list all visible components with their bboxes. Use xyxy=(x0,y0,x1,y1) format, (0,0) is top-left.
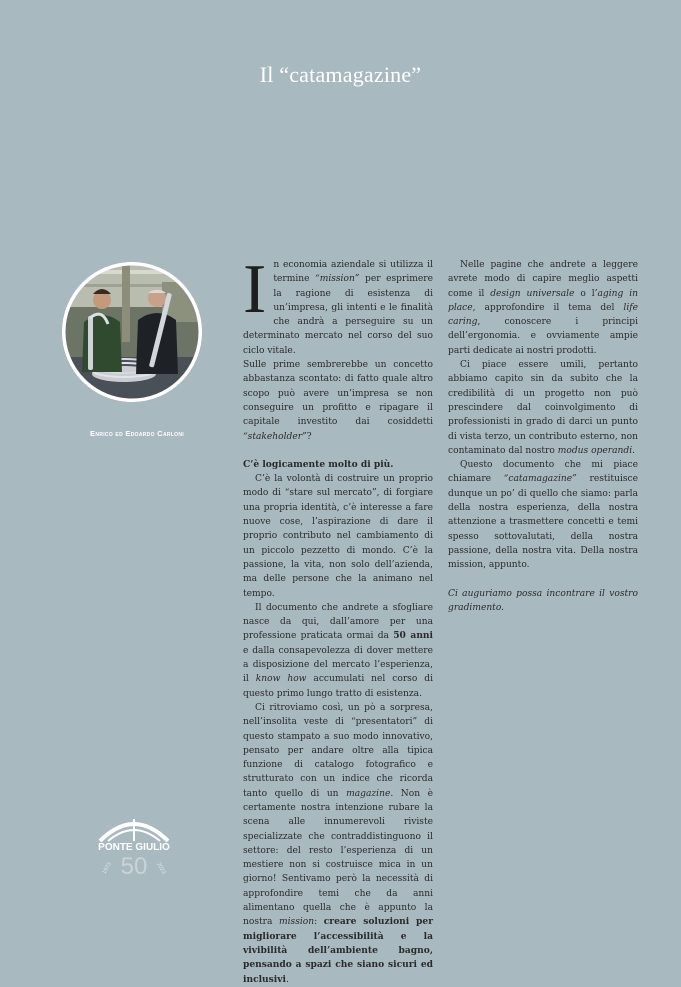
heading-text: C’è logicamente molto di più. xyxy=(243,458,394,470)
closing-line xyxy=(448,587,638,616)
logo-mark xyxy=(94,813,174,883)
paragraph-4 xyxy=(243,601,433,701)
text: Nelle pagine che andrete a leggere avrete modo di capire meglio aspetti come il xyxy=(448,260,638,299)
text: : xyxy=(314,917,324,928)
text: Ci ritroviamo così, un pò a sorpresa, nell’insolita veste di “presentatori” di questo stampato a suo modo innovativo, pensato per andare oltre alla tipica funzione di catalogo fotografico e strutturato con un indice che ricorda tanto quello di un xyxy=(243,702,433,799)
text: ? xyxy=(306,431,312,442)
text-emphasis: life caring xyxy=(448,302,638,328)
text: . xyxy=(632,445,636,456)
article-column-2 xyxy=(448,258,638,615)
paragraph-8 xyxy=(448,458,638,572)
page-title: Il “catamagazine” xyxy=(259,62,422,87)
text-emphasis: know how xyxy=(255,674,307,685)
text: accumulati nel corso di questo primo lungo tratto di esistenza. xyxy=(243,674,433,699)
ponte-giulio-logo xyxy=(94,813,174,883)
text-emphasis: design universale xyxy=(490,288,575,299)
photo-caption-text: Enrico ed Edoardo Carloni xyxy=(90,429,184,438)
text: Questo documento che mi piace chiamare xyxy=(448,460,638,485)
paragraph-6 xyxy=(448,258,638,358)
text-emphasis: aging in place xyxy=(448,288,638,313)
paragraph-intro xyxy=(243,251,433,358)
text-strong: creare soluzioni per migliorare l’accessibilità e la vivibilità dell’ambiente bagno, pensando a spazi che siano sicuri ed inclusivi xyxy=(243,916,433,985)
text: , conoscere i principi dell’ergonomia. e ovviamente ampie parti dedicate ai nostri prodotti. xyxy=(448,317,638,356)
text: per esprimere la ragione di esistenza di un’impresa, gli intenti e le finalità che andrà a perseguire su un determinato mercato nel corso del suo ciclo vitale. xyxy=(243,274,433,356)
text: Ci piace essere umili, pertanto abbiamo capito sin da subito che la credibilità di un progetto non può prescindere dal coinvolgimento di professionisti in grado di darci un punto di vista terzo, un contributo esterno, non contaminato dal nostro xyxy=(448,360,638,456)
text: Sulle prime sembrerebbe un concetto abbastanza scontato: di fatto quale altro scopo può avere un’impresa se non conseguire un profitto e ripagare il capitale investito dai cosiddetti xyxy=(243,360,433,428)
text-strong: 50 anni xyxy=(393,630,433,642)
logo-year-end: 2023 xyxy=(155,861,167,876)
text-emphasis: “catamagazine” xyxy=(503,474,577,485)
logo-brand: PONTE GIULIO xyxy=(98,842,170,853)
article-column-1 xyxy=(243,251,434,987)
text: n economia aziendale si utilizza il termine xyxy=(273,260,433,285)
text-emphasis: magazine xyxy=(346,788,391,799)
text: e dalla consapevolezza di dover mettere a disposizione del mercato l’esperienza, il xyxy=(243,645,433,685)
text-emphasis: “mission” xyxy=(315,274,360,285)
text-emphasis: “stakeholder” xyxy=(243,431,307,442)
paragraph-2 xyxy=(243,358,433,444)
text-emphasis: modus operandi xyxy=(557,445,633,456)
paragraph-5 xyxy=(243,701,433,987)
paragraph-3: C’è la volontà di costruire un proprio modo di “stare sul mercato”, di forgiare una propria identità, c’è interesse a fare nuove cose, l’aspirazione di dare il proprio contributo nel cambiamento di un piccolo pezzetto di mondo. C’è la passione, la vita, non solo dell’azienda, ma delle persone che la animano nel tempo. xyxy=(243,474,433,599)
text: , approfondire il tema del xyxy=(472,302,624,313)
logo-anniversary: 50 xyxy=(120,853,148,880)
text: . xyxy=(285,974,289,985)
photo-caption xyxy=(62,429,212,438)
founders-photo xyxy=(62,262,202,402)
founders-photo-illustration xyxy=(62,262,202,402)
text: restituisce dunque un po’ di quello che siamo: parla della nostra esperienza, della nostra attenzione a trasmettere concetti e temi spesso sottovalutati, della nostra passione, della nostra vita. Della nostra mission, appunto. xyxy=(448,474,638,571)
drop-cap: I xyxy=(243,251,267,328)
text: . Non è certamente nostra intenzione rubare la scena alle innumerevoli riviste specializzate che contraddistinguono il settore: del resto l’esperienza di un mestiere non si costruisce mica in un giorno! Sentivamo però la necessità di approfondire temi che da anni alimentano quella che è appunto la nostra xyxy=(243,788,434,928)
logo-year-start: 1973 xyxy=(101,861,113,876)
text: Il documento che andrete a sfogliare nasce da qui, dall’amore per una professione praticata ormai da xyxy=(243,602,433,642)
text-emphasis: mission xyxy=(279,917,315,928)
text-emphasis: Ci auguriamo possa incontrare il vostro gradimento. xyxy=(448,588,638,613)
section-heading xyxy=(243,458,433,472)
text: o l’ xyxy=(574,288,598,299)
paragraph-7 xyxy=(448,358,638,458)
